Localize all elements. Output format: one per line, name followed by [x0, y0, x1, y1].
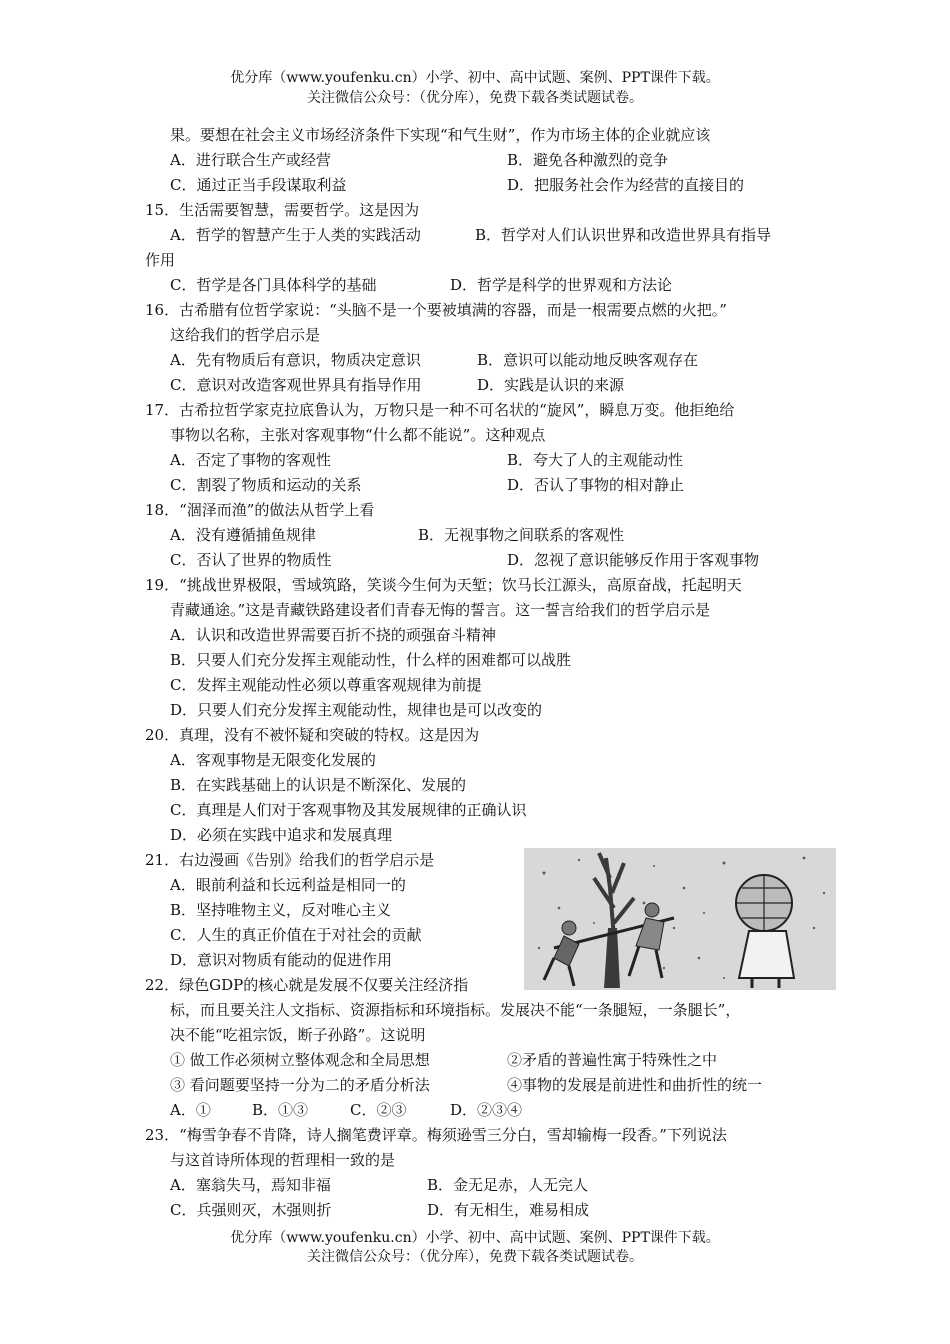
q20-option-a: A．客观事物是无限变化发展的	[170, 751, 376, 769]
q15-option-b-cont: 作用	[145, 251, 176, 269]
q15-option-d: D．哲学是科学的世界观和方法论	[450, 276, 673, 294]
q15-option-a: A．哲学的智慧产生于人类的实践活动	[170, 226, 421, 244]
q22-option-b: B．①③	[252, 1101, 309, 1119]
q17-option-c: C．割裂了物质和运动的关系	[170, 476, 362, 494]
q20-option-b: B．在实践基础上的认识是不断深化、发展的	[170, 776, 467, 794]
q19-stem-line-2: 青藏通途。”这是青藏铁路建设者们青春无悔的誓言。这一誓言给我们的哲学启示是	[170, 601, 711, 619]
q17-option-d: D．否认了事物的相对静止	[507, 476, 685, 494]
q23-option-a: A．塞翁失马，焉知非福	[170, 1176, 331, 1194]
q19-option-c: C．发挥主观能动性必须以尊重客观规律为前提	[170, 676, 482, 694]
q18-option-a: A．没有遵循捕鱼规律	[170, 526, 316, 544]
q14-stem: 果。要想在社会主义市场经济条件下实现“和气生财”，作为市场主体的企业就应该	[170, 126, 711, 144]
q21-option-c: C．人生的真正价值在于对社会的贡献	[170, 926, 422, 944]
q18-option-c: C．否认了世界的物质性	[170, 551, 332, 569]
q20-option-c: C．真理是人们对于客观事物及其发展规律的正确认识	[170, 801, 527, 819]
q19-option-d: D．只要人们充分发挥主观能动性，规律也是可以改变的	[170, 701, 543, 719]
q22-stem-line-2: 标，而且要关注人文指标、资源指标和环境指标。发展决不能“一条腿短，一条腿长”，	[170, 1001, 741, 1019]
q21-option-b: B．坚持唯物主义，反对唯心主义	[170, 901, 392, 919]
q16-stem-line-1: 16．古希腊有位哲学家说：“头脑不是一个要被填满的容器，而是一根需要点燃的火把。”	[145, 301, 727, 319]
q22-statement-2: ②矛盾的普遍性寓于特殊性之中	[507, 1051, 718, 1069]
q16-option-c: C．意识对改造客观世界具有指导作用	[170, 376, 422, 394]
q22-statement-1: ① 做工作必须树立整体观念和全局思想	[170, 1051, 430, 1069]
q15-option-b: B．哲学对人们认识世界和改造世界具有指导	[475, 226, 772, 244]
q20-stem: 20．真理，没有不被怀疑和突破的特权。这是因为	[145, 726, 480, 744]
q16-option-b: B．意识可以能动地反映客观存在	[477, 351, 699, 369]
q23-option-c: C．兵强则灭，木强则折	[170, 1201, 332, 1219]
q18-stem: 18．“涸泽而渔”的做法从哲学上看	[145, 501, 375, 519]
q17-option-b: B．夸大了人的主观能动性	[507, 451, 684, 469]
q19-option-a: A．认识和改造世界需要百折不挠的顽强奋斗精神	[170, 626, 496, 644]
header-line-1: 优分库（www.youfenku.cn）小学、初中、高中试题、案例、PPT课件下载。	[230, 70, 720, 86]
q16-option-a: A．先有物质后有意识，物质决定意识	[170, 351, 421, 369]
q21-stem: 21．右边漫画《告别》给我们的哲学启示是	[145, 851, 435, 869]
header-line-2: 关注微信公众号：（优分库），免费下载各类试题试卷。	[307, 90, 643, 106]
q23-stem-line-2: 与这首诗所体现的哲理相一致的是	[170, 1151, 396, 1169]
q16-stem-line-2: 这给我们的哲学启示是	[170, 326, 321, 344]
q22-stem-line-3: 决不能“吃祖宗饭，断子孙路”。这说明	[170, 1026, 426, 1044]
q17-option-a: A．否定了事物的客观性	[170, 451, 331, 469]
q15-option-c: C．哲学是各门具体科学的基础	[170, 276, 377, 294]
q14-option-b: B．避免各种激烈的竞争	[507, 151, 669, 169]
q19-stem-line-1: 19．“挑战世界极限，雪域筑路，笑谈今生何为天堑；饮马长江源头，高原奋战，托起明天	[145, 576, 742, 594]
q16-option-d: D．实践是认识的来源	[477, 376, 625, 394]
q22-option-d: D．②③④	[450, 1101, 523, 1119]
q17-stem-line-1: 17．古希拉哲学家克拉底鲁认为，万物只是一种不可名状的“旋风”，瞬息万变。他拒绝给	[145, 401, 735, 419]
q14-option-c: C．通过正当手段谋取利益	[170, 176, 347, 194]
q22-option-a: A．①	[170, 1101, 211, 1119]
q15-stem: 15．生活需要智慧，需要哲学。这是因为	[145, 201, 420, 219]
q22-statement-4: ④事物的发展是前进性和曲折性的统一	[507, 1076, 763, 1094]
footer-line-2: 关注微信公众号：（优分库），免费下载各类试题试卷。	[307, 1249, 643, 1265]
q23-option-b: B．金无足赤，人无完人	[427, 1176, 589, 1194]
q21-option-a: A．眼前利益和长远利益是相同一的	[170, 876, 406, 894]
q23-option-d: D．有无相生，难易相成	[427, 1201, 590, 1219]
q14-option-a: A．进行联合生产或经营	[170, 151, 331, 169]
q22-option-c: C．②③	[350, 1101, 407, 1119]
q22-statement-3: ③ 看问题要坚持一分为二的矛盾分析法	[170, 1076, 430, 1094]
q17-stem-line-2: 事物以名称，主张对客观事物“什么都不能说”。这种观点	[170, 426, 546, 444]
q19-option-b: B．只要人们充分发挥主观能动性，什么样的困难都可以战胜	[170, 651, 572, 669]
farewell-cartoon	[524, 848, 836, 990]
q23-stem-line-1: 23．“梅雪争春不肯降，诗人搁笔费评章。梅须逊雪三分白，雪却输梅一段香。”下列说法	[145, 1126, 727, 1144]
q20-option-d: D．必须在实践中追求和发展真理	[170, 826, 393, 844]
footer-line-1: 优分库（www.youfenku.cn）小学、初中、高中试题、案例、PPT课件下载。	[230, 1230, 720, 1246]
q18-option-d: D．忽视了意识能够反作用于客观事物	[507, 551, 760, 569]
q21-option-d: D．意识对物质有能动的促进作用	[170, 951, 393, 969]
q14-option-d: D．把服务社会作为经营的直接目的	[507, 176, 745, 194]
q18-option-b: B．无视事物之间联系的客观性	[418, 526, 625, 544]
q22-stem-line-1: 22．绿色GDP的核心就是发展不仅要关注经济指	[145, 976, 469, 994]
